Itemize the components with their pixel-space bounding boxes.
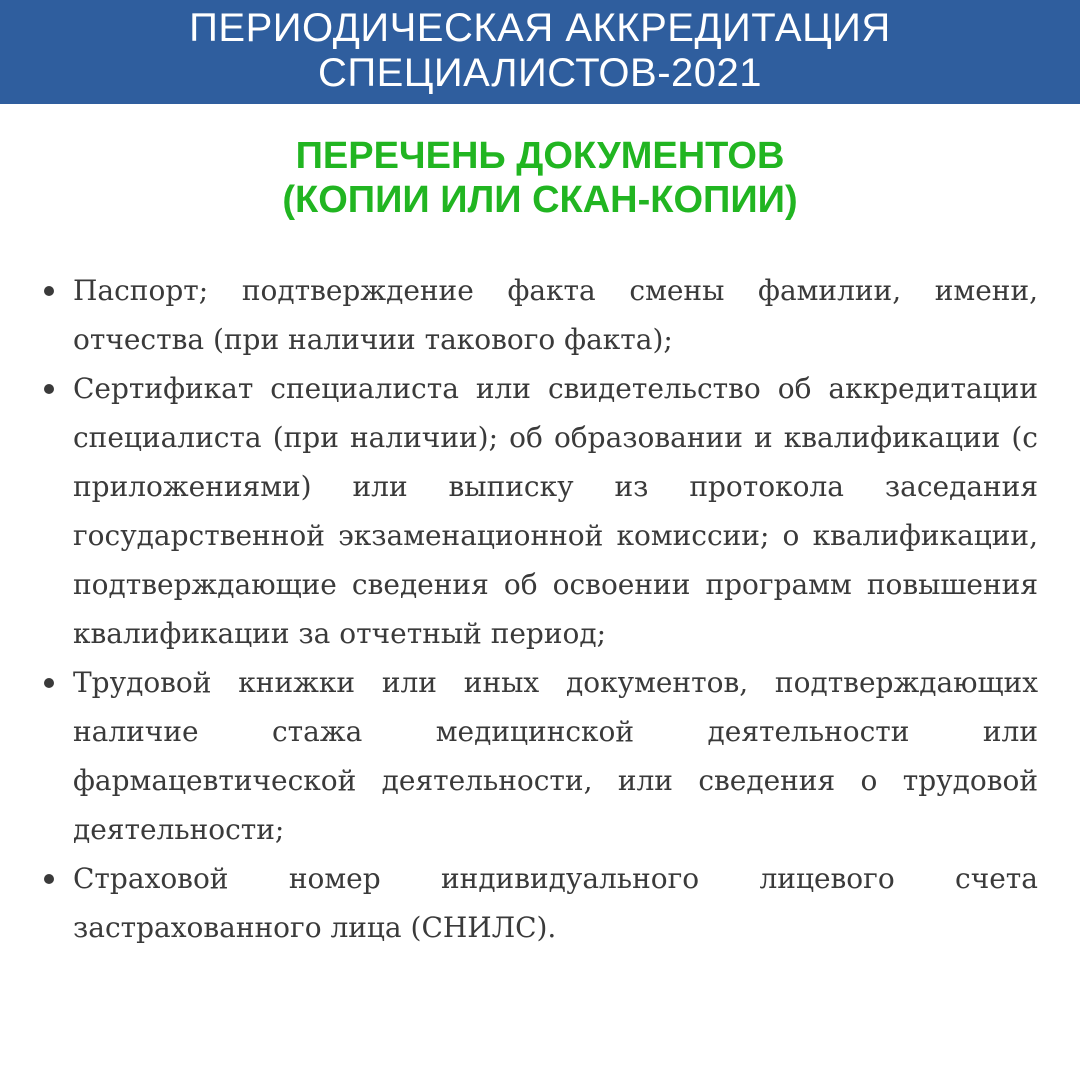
- subtitle-line-2: (КОПИИ ИЛИ СКАН-КОПИИ): [282, 179, 798, 221]
- documents-list: [40, 266, 1038, 952]
- list-item-text: Сертификат специалиста или свидетельство об аккредитации специалиста (при наличии); об образовании и квалификации (с приложениями) или выписку из протокола заседания государственной экзаменационной комиссии; о квалификации, подтверждающие сведения об освоении программ повышения квалификации за отчетный период;: [73, 372, 1038, 650]
- subtitle-line-1: ПЕРЕЧЕНЬ ДОКУМЕНТОВ: [295, 135, 785, 177]
- list-item-text: Трудовой книжки или иных документов, подтверждающих наличие стажа медицинской деятельности или фармацевтической деятельности, или сведения о трудовой деятельности;: [73, 666, 1038, 846]
- page-title-line-2: СПЕЦИАЛИСТОВ-2021: [317, 51, 762, 95]
- bullet-icon: [44, 286, 54, 296]
- bullet-icon: [44, 384, 54, 394]
- list-item: [40, 364, 1038, 658]
- list-item: [40, 854, 1038, 952]
- page-title-line-1: ПЕРИОДИЧЕСКАЯ АККРЕДИТАЦИЯ: [189, 6, 891, 50]
- list-item: [40, 266, 1038, 364]
- bullet-icon: [44, 874, 54, 884]
- list-item-text: Паспорт; подтверждение факта смены фамилии, имени, отчества (при наличии такового факта);: [73, 274, 1038, 356]
- list-item-text: Страховой номер индивидуального лицевого счета застрахованного лица (СНИЛС).: [73, 862, 1038, 944]
- section-subtitle: [0, 134, 1080, 222]
- header-banner: [0, 0, 1080, 104]
- list-item: [40, 658, 1038, 854]
- bullet-icon: [44, 678, 54, 688]
